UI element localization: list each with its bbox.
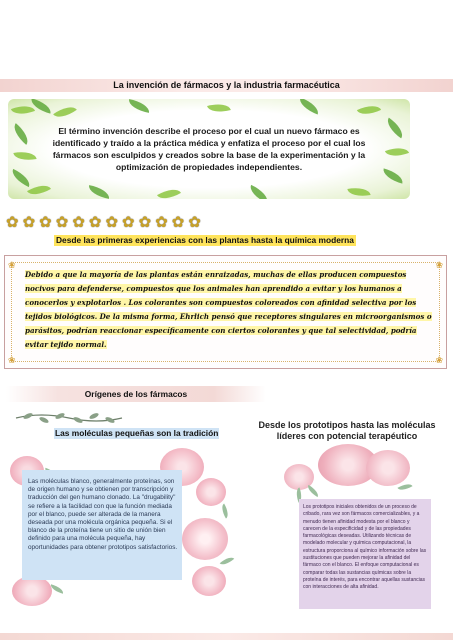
leaf-icon — [9, 169, 33, 187]
leaf-icon — [357, 101, 381, 119]
daisy-icon: ✿ — [171, 214, 185, 231]
rose-icon — [12, 576, 52, 606]
leaf-icon — [297, 99, 321, 114]
leaf-icon — [53, 102, 77, 123]
rose-icon — [192, 566, 226, 596]
leaf-icon — [87, 185, 110, 199]
daisy-icon: ✿ — [138, 214, 152, 231]
daisy-icon: ✿ — [188, 214, 201, 231]
small-molecules-card — [22, 470, 182, 580]
daisy-icon: ✿ — [72, 214, 85, 231]
footer-band — [0, 633, 453, 640]
daisy-icon: ✿ — [88, 214, 102, 231]
prototypes-card — [299, 499, 431, 609]
daisy-icon: ✿ — [6, 214, 19, 231]
leaf-icon — [305, 485, 320, 497]
daisy-icon: ✿ — [39, 214, 52, 231]
leaf-icon — [127, 99, 150, 113]
heading-small-molecules: Las moléculas pequeñas son la tradición — [55, 428, 219, 438]
leaf-icon — [11, 102, 35, 119]
leaf-icon — [207, 100, 231, 115]
daisy-icon: ✿ — [105, 214, 119, 231]
leaf-icon — [247, 185, 271, 199]
leaf-icon — [27, 180, 51, 199]
plants-frame — [4, 255, 447, 369]
prototypes-text: Los prototipos iniciales obtenidos de un proceso de cribado, rara vez son fármacos comercializables, y a menudo tienen afinidad modesta por el blanco y carecen de la especificidad y de las propiedades farmacológicas deseadas. Utilizando técnicas de modelado molecular y química computacional, la estructura proporciona al químico información sobre las sustituciones que pueden mejorar la afinidad del fármaco con el blanco. El enfoque computacional es comparar todas las sustancias químicas sobre la proteína de interés, para encontrar aquellas sustancias con interacciones de alta afinidad. — [303, 504, 427, 591]
heading-prototypes: Desde los prototipos hasta las moléculas líderes con potencial terapéutico — [258, 420, 436, 441]
ornament-icon: ❀ — [435, 355, 443, 365]
leaf-icon — [9, 123, 32, 145]
title-band — [0, 79, 453, 92]
ornament-icon: ❀ — [8, 355, 16, 365]
leaf-icon — [385, 144, 409, 161]
leaf-icon — [381, 168, 405, 183]
leaf-icon — [157, 184, 181, 199]
small-molecules-text: Las moléculas blanco, generalmente proteínas, son de origen humano y se obtienen por transcripción y traducción del gen humano clonado. La "drugability" se refiere a la facilidad con que la función mediada por el blanco, puede ser alterada de la manera deseada por una molécula orgánica pequeña. Si el blanco de la proteína tiene un sitio de unión bien definido para una molécula pequeña, hay oportunidades para obtener prototipos satisfactorios. — [28, 478, 178, 551]
plants-text-highlight: Debido a que la mayoría de las plantas están enraizadas, muchas de ellas producen compuestos nocivos para defenderse, compuestos que los animales han aprendido a evitar y los humanos a conocerlos y explotarlos . Los colorantes son compuestos coloreados con afinidad selectiva por los tejidos biológicos. De la misma forma, Ehrlich pensó que receptores singulares en microorganismos o parásitos, podrían reaccionar específicamente con ciertos colorantes y que tal selectividad, podría evitar tejido normal. — [25, 270, 432, 349]
ornament-icon: ❀ — [435, 260, 443, 270]
daisy-icon: ✿ — [22, 214, 36, 231]
leaf-icon — [219, 503, 231, 518]
rose-icon — [366, 450, 410, 486]
section-heading-plants: Desde las primeras experiencias con las plantas hasta la química moderna — [56, 235, 354, 245]
daisy-divider — [6, 215, 256, 231]
daisy-icon: ✿ — [55, 214, 69, 231]
daisy-icon: ✿ — [122, 214, 135, 231]
page-title: La invención de fármacos y la industria farmacéutica — [113, 80, 340, 90]
rose-icon — [196, 478, 226, 506]
section-heading-origins: Orígenes de los fármacos — [84, 389, 188, 399]
intro-box — [8, 99, 410, 199]
daisy-icon: ✿ — [155, 214, 168, 231]
ornament-icon: ❀ — [8, 260, 16, 270]
vine-icon — [14, 411, 124, 425]
leaf-icon — [13, 149, 36, 163]
plants-text — [25, 268, 436, 352]
leaf-icon — [220, 554, 235, 568]
origins-band — [6, 386, 266, 402]
rose-icon — [182, 518, 228, 560]
leaf-icon — [383, 118, 407, 139]
intro-text: El término invención describe el proceso por el cual un nuevo fármaco es identificado y traído a la práctica médica y enfatiza el proceso por el cual los fármacos son esculpidos y creados sobre la base de la experimentación y la optimización de propiedades independientes. — [52, 126, 366, 172]
leaf-icon — [347, 185, 370, 199]
